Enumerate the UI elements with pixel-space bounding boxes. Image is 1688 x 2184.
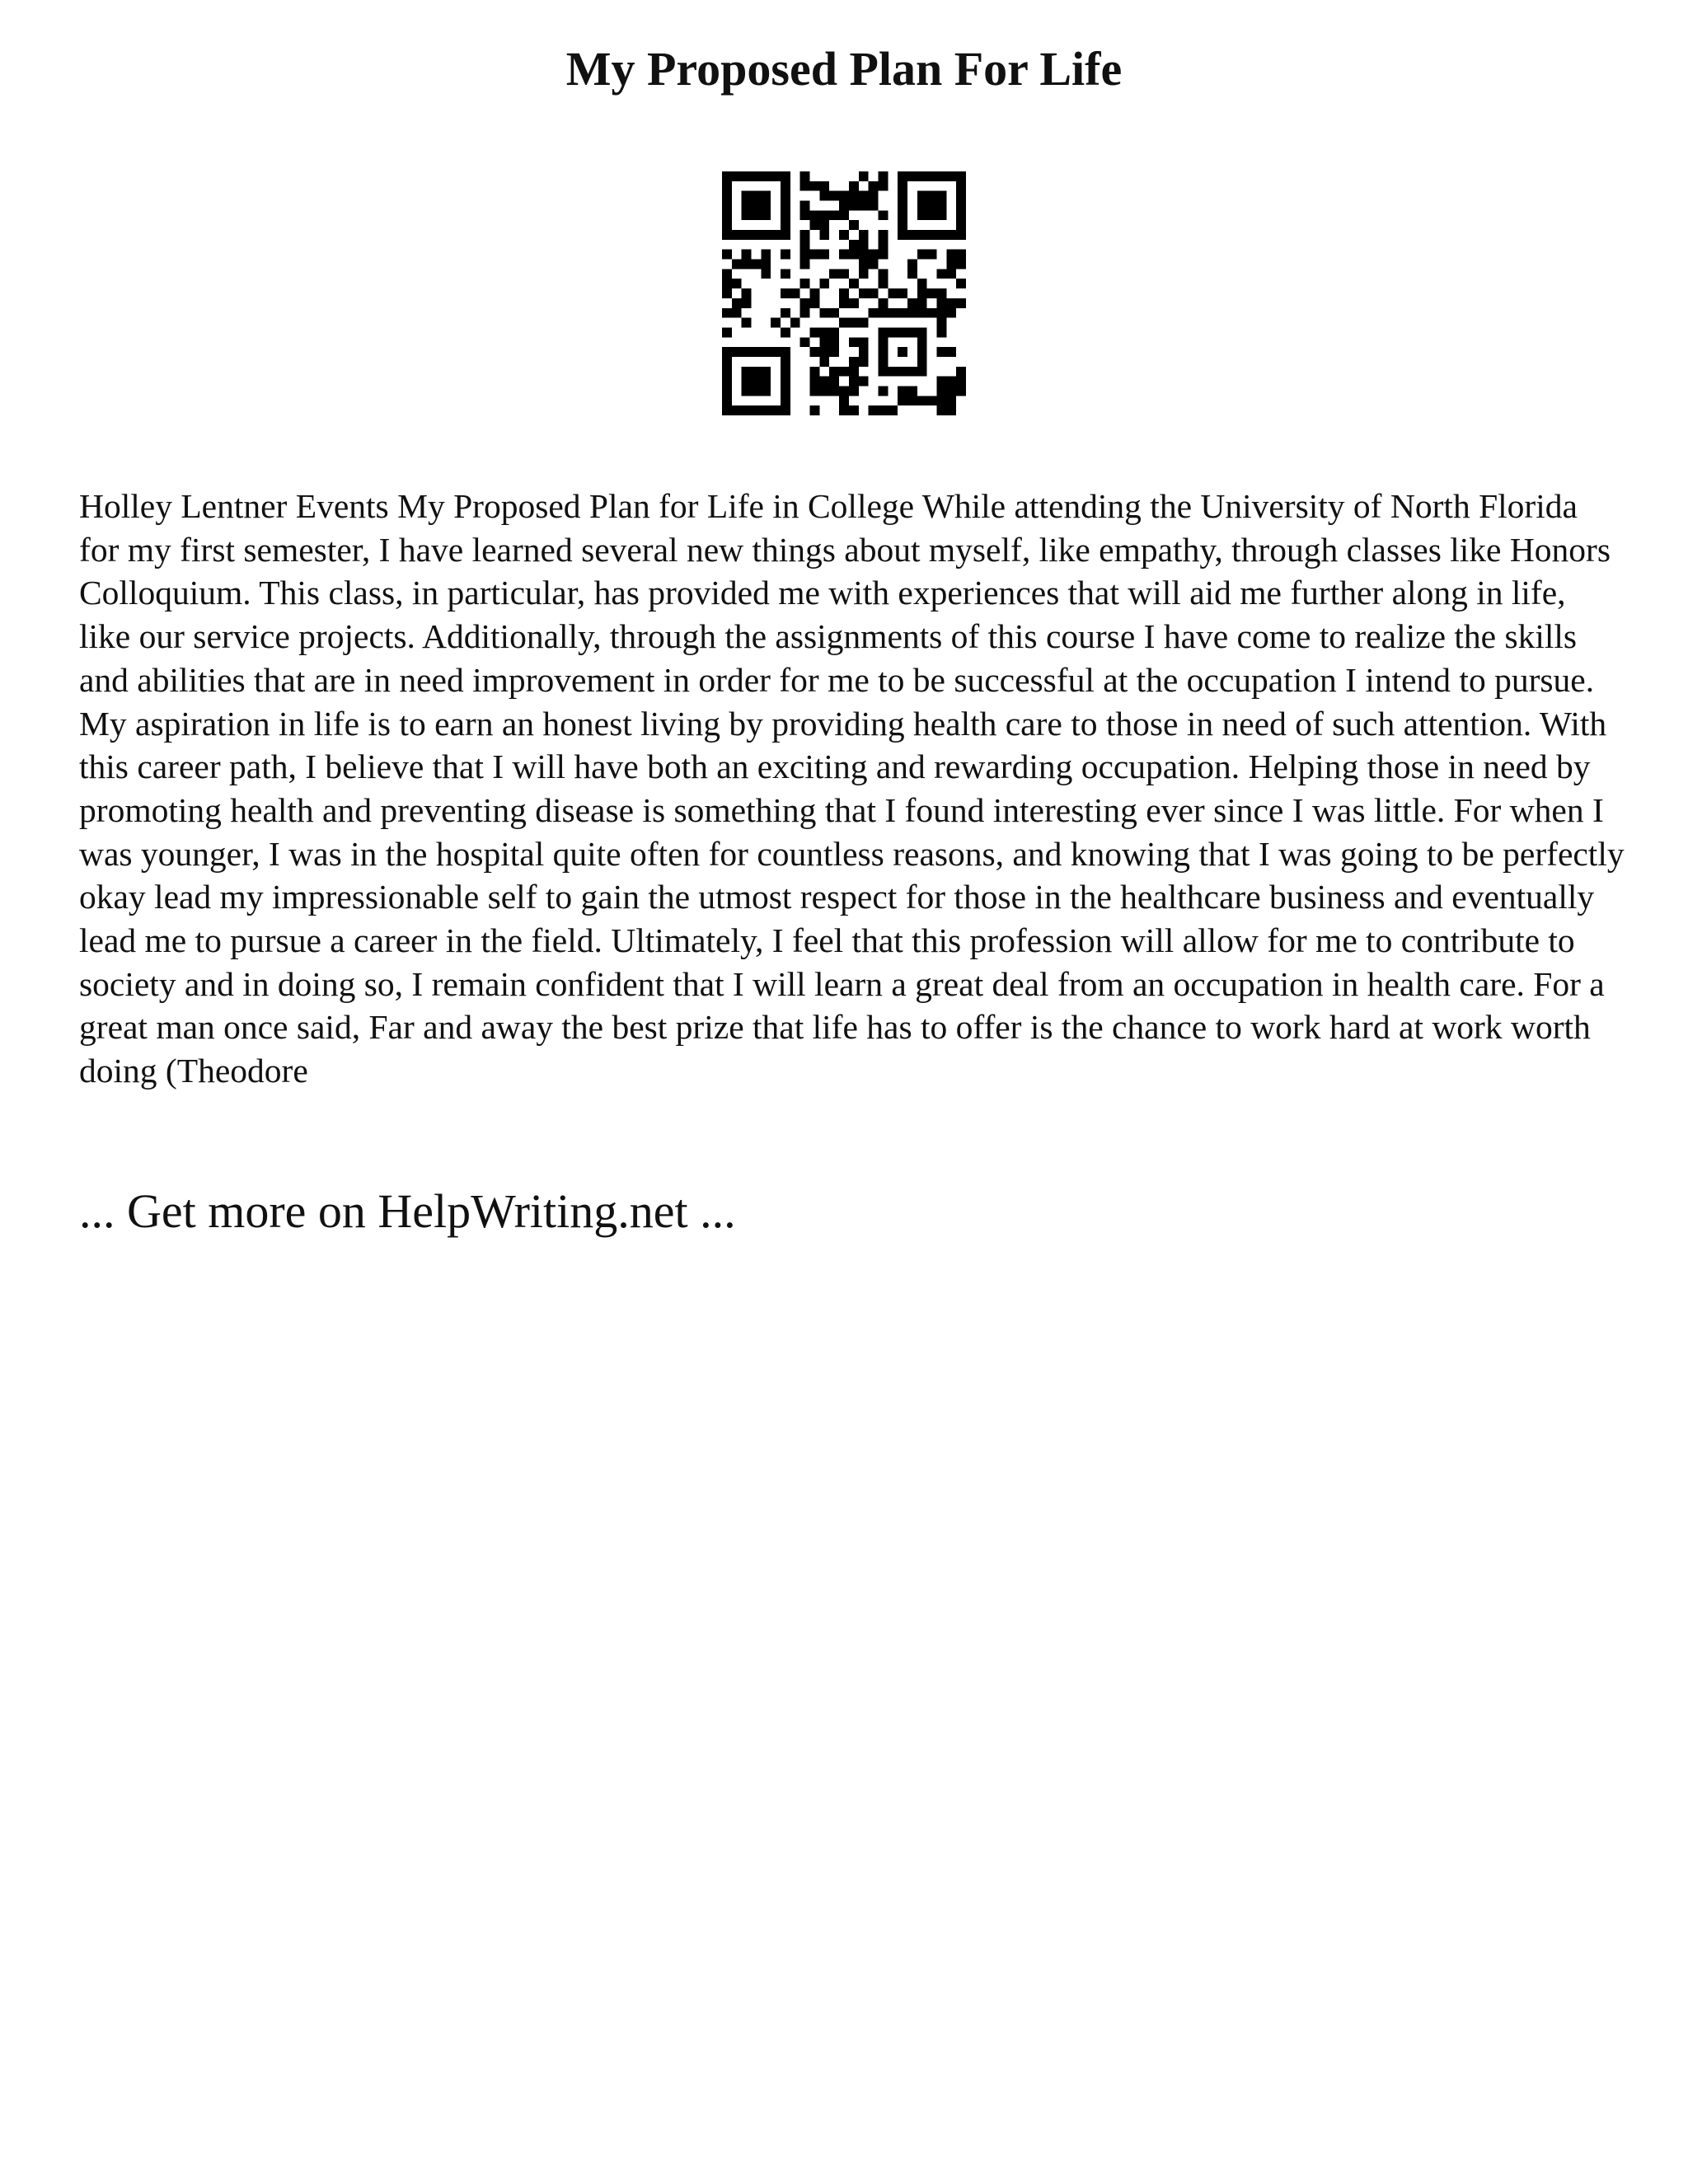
qr-code[interactable] xyxy=(722,171,966,415)
qr-code-icon xyxy=(722,171,966,415)
essay-body-text: Holley Lentner Events My Proposed Plan for Life in College While attending the University of North Florida for my first semester, I have learned several new things about myself, like empathy, through classes like Honors Colloquium. This class, in particular, has provided me with experiences that will aid me further along in life, like our service projects. Additionally, through the assignments of this course I have come to realize the skills and abilities that are in need improvement in order for me to be successful at the occupation I intend to pursue. My aspiration in life is to earn an honest living by providing health care to those in need of such attention. With this career path, I believe that I will have both an exciting and rewarding occupation. Helping those in need by promoting health and preventing disease is something that I found interesting ever since I was little. For when I was younger, I was in the hospital quite often for countless reasons, and knowing that I was going to be perfectly okay lead my impressionable self to gain the utmost respect for those in the healthcare business and eventually lead me to pursue a career in the field. Ultimately, I feel that this profession will allow for me to contribute to society and in doing so, I remain confident that I will learn a great deal from an occupation in health care. For a great man once said, Far and away the best prize that life has to offer is the chance to work hard at work worth doing (Theodore xyxy=(79,487,1625,1090)
get-more-link[interactable]: ... Get more on HelpWriting.net ... xyxy=(79,1184,736,1238)
page-title: My Proposed Plan For Life xyxy=(565,42,1123,96)
